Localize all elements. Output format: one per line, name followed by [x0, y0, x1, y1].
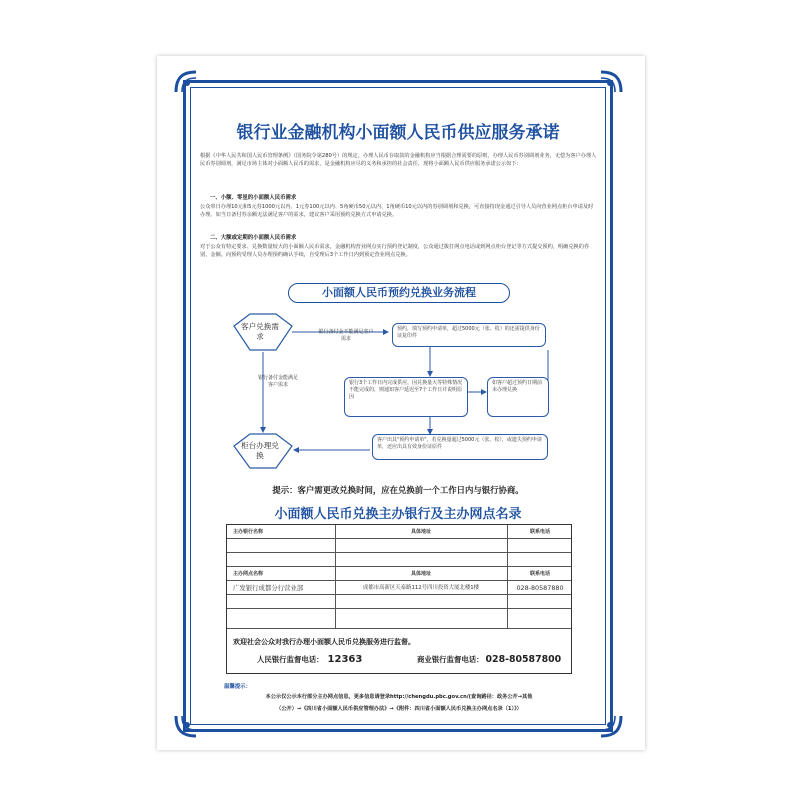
flow-label-sufficient: 银行备付金能满足客户需求	[258, 375, 299, 388]
table-row	[227, 553, 571, 567]
flow-label-insufficient: 银行备付金不能满足客户需求	[318, 329, 374, 342]
header-address: 具体地址	[410, 529, 431, 535]
note-heading: 温馨提示：	[224, 684, 251, 690]
flow-start-label: 客户兑换需求	[241, 322, 279, 341]
flow-step-bank-supply: 银行3个工作日内完成供应，因兑换量大等特殊情况不能完成的，则通知客户延迟至7个工作日并说明原因	[344, 377, 468, 417]
note-line-2: （公开）→《四川省小面额人民币供应管理办法》→《附件：四川省小面额人民币兑换主办网点名录（1）》）	[276, 706, 522, 712]
intro-paragraph: 根据《中华人民共和国人民币管理条例》（国务院令第280号）的规定，办理人民币存取款的金融机构应当根据合理需要的原则，办理人民币券别调剂业务，无偿为客户办理人民币券别调剂，满足市场主体对小面额人民币的需求，是金融机构应尽的义务和承担的社会责任，现将小面额人民币供应服务承诺公示如下：	[200, 153, 597, 168]
cbirc-label: 商业银行监督电话：	[417, 655, 484, 664]
pboc-supervision	[257, 654, 362, 665]
flow-step-overdue: 如客户超过预约日期前未办理兑换	[487, 377, 549, 417]
header-address: 具体地址	[410, 571, 431, 577]
section-1-body: 公众单日办理10元和5元券1000元以内、1元券100元以内、5角硬币50元以内、1角硬币10元以内的券别调剂和兑换，可直接持现金通过引导人员向营业网点柜台申请及时办理。如当日备付券余额无法满足客户的需求，建议客户采用预约兑换方式申请兑换。	[200, 204, 594, 219]
table-row	[227, 609, 571, 629]
table-row	[227, 567, 571, 581]
table-row	[227, 595, 571, 609]
pboc-label: 人民银行监督电话：	[257, 655, 324, 664]
change-time-tip: 提示：客户需更改兑换时间，应在兑换前一个工作日内与银行协商。	[272, 485, 524, 495]
cbirc-supervision	[417, 654, 561, 665]
branch-name: 广发银行成都分行营业部	[233, 584, 304, 592]
note-line-1: 本公示仅公示本行部分主办网点信息，更多信息请登录http://chengdu.pbc.gov.cn/(查询路径：政务公开→其他	[265, 694, 533, 700]
flow-step-reserve: 预约，填写预约申请单，超过5000元（张、枚）的还需提供身份证复印件	[392, 323, 546, 347]
header-bank-name: 主办银行名称	[233, 529, 264, 535]
header-branch-name: 主办网点名称	[233, 571, 264, 577]
header-phone: 联系电话	[529, 571, 550, 577]
section-2-body: 对于公众有特定要求、兑换数量较大的小面额人民币需求，金融机构营业网点实行预约登记制度，公众通过拨打网点电话或到网点柜台登记等方式提交预约，明确兑换的券别、金额。向预约受理人员办理预约确认手续，自受理后3个工作日内到预定营业网点兑换。	[200, 244, 590, 259]
branch-phone: 028-80587880	[516, 584, 564, 592]
flow-step-present-form: 客户出具"预约申请单"，若兑换量超过5000元（张、枚），或遗失预约申请单，还应出具有效身份证原件	[372, 434, 548, 460]
corner-ornament-icon	[597, 68, 625, 96]
table-row	[227, 539, 571, 553]
corner-ornament-icon	[172, 712, 200, 740]
branch-list-title: 小面额人民币兑换主办银行及主办网点名录	[274, 507, 522, 522]
branch-address: 成都市高新区天泰路112号四川投资大厦北楼1楼	[362, 585, 480, 591]
corner-ornament-icon	[172, 68, 200, 96]
corner-ornament-icon	[597, 712, 625, 740]
section-2-title: 二、大额或定期的小面额人民币需求	[210, 235, 297, 241]
header-phone: 联系电话	[529, 529, 550, 535]
flow-banner: 小面额人民币预约兑换业务流程	[288, 283, 510, 303]
table-row	[227, 525, 571, 539]
supervision-block	[227, 629, 571, 675]
section-1-title: 一、小额、零星的小面额人民币需求	[210, 195, 297, 201]
cbirc-phone: 028-80587800	[485, 654, 562, 665]
table-row	[227, 581, 571, 595]
flow-end-label: 柜台办理兑换	[241, 441, 279, 460]
welcome-text: 欢迎社会公众对我行办理小面额人民币兑换服务进行监督。	[233, 638, 415, 646]
document-title: 银行业金融机构小面额人民币供应服务承诺	[236, 123, 560, 143]
pboc-phone: 12363	[327, 654, 363, 665]
branch-table	[226, 524, 572, 674]
